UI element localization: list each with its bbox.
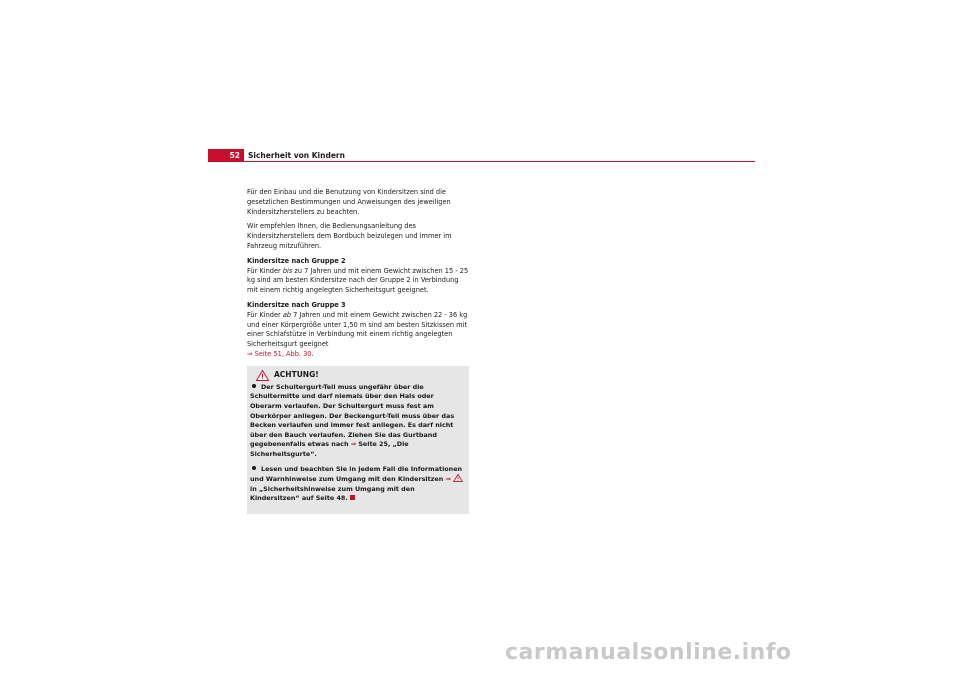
link-arrow: ⇒ xyxy=(247,349,253,358)
recommendation-paragraph: Wir empfehlen Ihnen, die Bedienungsanleitung des Kindersitzherstellers dem Bordbuch beizulegen und immer im Fahrzeug mitzuführen. xyxy=(247,222,452,250)
bullet-icon xyxy=(252,384,256,388)
warning-triangle-icon xyxy=(256,370,269,381)
warning-box xyxy=(247,366,469,514)
warning-item-belt: Der Schultergurt-Teil muss ungefähr über die Schultermitte und darf niemals über den Hals oder Oberarm verlaufen. Der Schultergurt muss fest am Oberkörper anliegen. Der Beckengurt-Teil muss über das Becken verlaufen und immer fest anliegen. Es darf nicht über den Bauch verlaufen. Ziehen Sie das Gurtband gegebenenfalls etwas nach ⇒ Seite 25, „Die Sicherheitsgurte“. xyxy=(250,382,455,458)
group3-paragraph: Für Kinder ab 7 Jahren und mit einem Gewicht zwischen 22 - 36 kg und einer Körpergröße unter 1,50 m sind am besten Sitzkissen mit einer Schlafstütze in Verbindung mit einem richtig angelegten Sicherheitsgurt geeignet ⇒ Seite 51, Abb. 30. xyxy=(247,310,468,358)
bullet-icon xyxy=(252,466,256,470)
warning-title: ACHTUNG! xyxy=(274,370,319,380)
group2-heading: Kindersitze nach Gruppe 2 xyxy=(247,256,346,265)
section-end-mark-icon xyxy=(350,495,355,500)
page-number: 52 xyxy=(208,149,244,162)
childseat-page-reference[interactable]: in „Sicherheitshinweise zum Umgang mit den Kindersitzen“ auf Seite 48. xyxy=(250,484,415,503)
warning-item-childseat: Lesen und beachten Sie in jedem Fall die Informationen und Warnhinweise zum Umgang mit den Kindersitzen ⇒ in „Sicherheitshinweise zum Umgang mit den Kindersitzen“ auf Seite 48. xyxy=(250,464,463,503)
chapter-title: Sicherheit von Kindern xyxy=(248,151,345,160)
group2-paragraph: Für Kinder bis zu 7 Jahren und mit einem Gewicht zwischen 15 - 25 kg sind am besten Kindersitze nach der Gruppe 2 in Verbindung mit einem richtig angelegten Sicherheitsgurt geeignet. xyxy=(247,266,469,295)
warning-header xyxy=(250,370,466,381)
warning-triangle-small-icon xyxy=(453,474,463,482)
header-rule xyxy=(208,161,755,162)
intro-paragraph: Für den Einbau und die Benutzung von Kindersitzen sind die gesetzlichen Bestimmungen und Anweisungen des jeweiligen Kindersitzherstellers zu beachten. xyxy=(247,188,451,216)
belt-page-reference[interactable]: Seite 25, „Die Sicherheitsgurte“. xyxy=(250,440,409,458)
text-column xyxy=(247,188,469,514)
watermark-text: carmanualsonline.info xyxy=(505,640,792,665)
figure-link[interactable]: Seite 51, Abb. 30 xyxy=(254,349,312,358)
group3-heading: Kindersitze nach Gruppe 3 xyxy=(247,300,346,309)
